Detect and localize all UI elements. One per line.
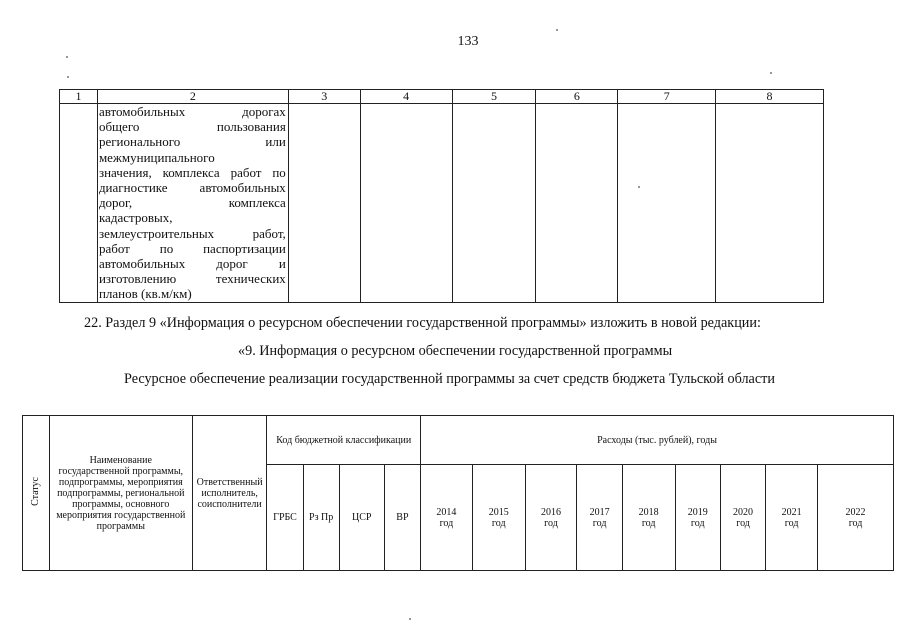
scan-speck	[409, 618, 411, 620]
year-header-2022: 2022 год	[818, 465, 894, 571]
text-line: дорог, комплекса	[98, 195, 286, 211]
text-line: общего пользования	[98, 119, 286, 135]
text-line: планов (кв.м/км)	[98, 286, 192, 302]
year-header-2014: 2014 год	[421, 465, 473, 571]
column-number: 4	[360, 90, 452, 104]
table-cell	[536, 104, 618, 303]
table-cell	[452, 104, 536, 303]
text-line: диагностике автомобильных	[98, 180, 286, 196]
year-header-2017: 2017 год	[577, 465, 622, 571]
responsible-header: Ответственный исполнитель, соисполнители	[192, 416, 267, 571]
column-number-row	[60, 90, 824, 104]
year-header-2020: 2020 год	[720, 465, 765, 571]
code-header-csr: ЦСР	[339, 465, 384, 571]
column-number: 5	[452, 90, 536, 104]
text-line: автомобильных дорогах	[98, 104, 286, 119]
text-line: межмуниципального	[98, 149, 215, 165]
text-line: автомобильных дорог и	[98, 256, 286, 272]
column-number: 3	[288, 90, 360, 104]
table-cell	[60, 104, 98, 303]
header-row-top	[23, 416, 894, 465]
table-cell	[288, 104, 360, 303]
section-9-title: «9. Информация о ресурсном обеспечении государственной программы	[238, 343, 673, 359]
resource-table-header	[22, 415, 894, 571]
status-header-cell	[23, 416, 50, 571]
column-number: 8	[716, 90, 824, 104]
code-header-rzpr: Рз Пр	[303, 465, 339, 571]
year-header-2016: 2016 год	[525, 465, 577, 571]
year-header-2018: 2018 год	[622, 465, 675, 571]
status-header: Статус	[30, 477, 42, 506]
year-header-2015: 2015 год	[472, 465, 525, 571]
column-number: 1	[60, 90, 98, 104]
table-cell	[618, 104, 716, 303]
code-header-vr: ВР	[384, 465, 420, 571]
text-line: регионального или	[98, 134, 286, 150]
paragraph-item-22: 22. Раздел 9 «Информация о ресурсном обеспечении государственной программы» изложить в новой редакции:	[84, 315, 761, 331]
indicator-description-cell	[97, 104, 288, 303]
expenses-header: Расходы (тыс. рублей), годы	[421, 416, 894, 465]
table-cell	[716, 104, 824, 303]
year-header-2019: 2019 год	[675, 465, 720, 571]
table-row	[60, 104, 824, 303]
scan-speck	[66, 56, 68, 58]
column-number: 2	[97, 90, 288, 104]
scan-speck	[67, 76, 69, 78]
resource-table-title: Ресурсное обеспечение реализации государственной программы за счет средств бюджета Тульской области	[124, 371, 775, 387]
scan-speck	[556, 29, 558, 31]
table-cell	[360, 104, 452, 303]
scan-speck	[770, 72, 772, 74]
budget-classification-header: Код бюджетной классификации	[267, 416, 421, 465]
text-line: изготовлению технических	[98, 271, 286, 287]
text-line: работ по паспортизации	[98, 240, 286, 256]
program-name-header: Наименование государственной программы, подпрограммы, мероприятия подпрограммы, региональной программы, основного мероприятия государственной программы	[49, 416, 192, 571]
column-number: 6	[536, 90, 618, 104]
column-number: 7	[618, 90, 716, 104]
text-line: значения, комплекса работ по	[98, 164, 286, 180]
year-header-2021: 2021 год	[766, 465, 818, 571]
code-header-grbs: ГРБС	[267, 465, 303, 571]
text-line: кадастровых,	[98, 210, 173, 226]
text-line: землеустроительных работ,	[98, 225, 286, 241]
page-number: 133	[457, 34, 479, 49]
continuation-table	[59, 89, 824, 303]
